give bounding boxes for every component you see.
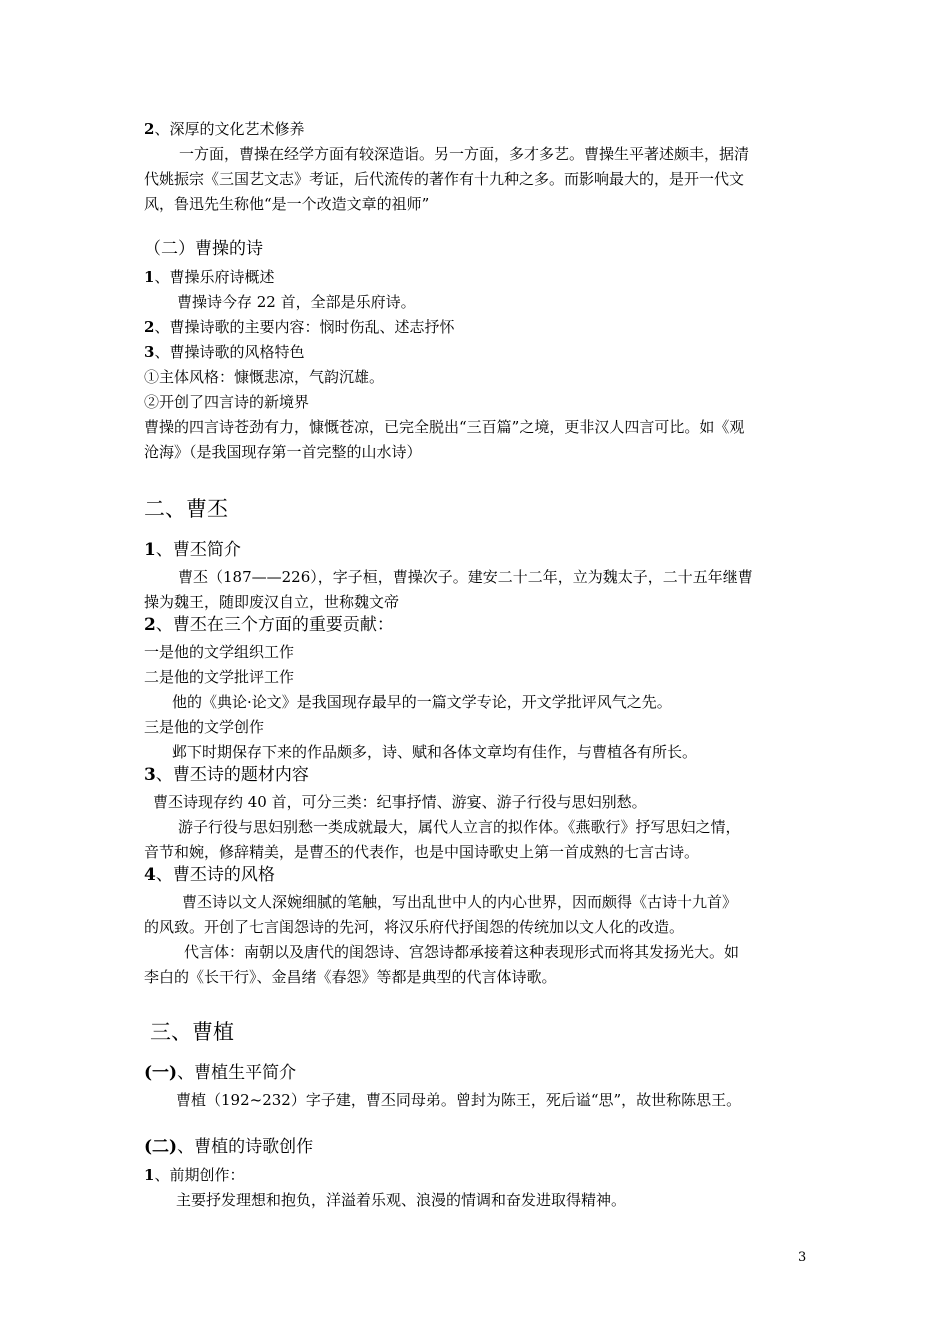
subsection-heading: 2、曹操诗歌的主要内容：悯时伤乱、述志抒怀 xyxy=(144,318,455,336)
chapter-heading: 三、曹植 xyxy=(150,1020,234,1044)
paragraph-line: 游子行役与思妇别愁一类成就最大，属代人立言的拟作体。《燕歌行》抒写思妇之情， xyxy=(178,818,741,836)
page-number: 3 xyxy=(798,1250,807,1265)
paragraph-line: 一方面，曹操在经学方面有较深造诣。另一方面，多才多艺。曹操生平著述颇丰，据清 xyxy=(179,145,750,163)
subsection-heading: 1、前期创作： xyxy=(144,1166,245,1184)
paragraph-line: 的风致。开创了七言闺怨诗的先河，将汉乐府代抒闺怨的传统加以文人化的改造。 xyxy=(144,918,685,936)
paragraph-line: 李白的《长干行》、金昌绪《春怨》等都是典型的代言体诗歌。 xyxy=(144,968,557,986)
paragraph-line: 曹植（192~232）字子建，曹丕同母弟。曾封为陈王，死后谥“思”，故世称陈思王。 xyxy=(176,1091,742,1109)
paragraph-line: 曹丕（187——226），字子桓，曹操次子。建安二十二年，立为魏太子，二十五年继曹 xyxy=(178,568,753,586)
paragraph-line: 邺下时期保存下来的作品颇多，诗、赋和各体文章均有佳作，与曹植各有所长。 xyxy=(172,743,698,761)
subsection-heading: 1、曹操乐府诗概述 xyxy=(144,268,275,286)
paragraph-line: 代姚振宗《三国艺文志》考证，后代流传的著作有十九种之多。而影响最大的，是开一代文 xyxy=(144,170,745,188)
paragraph-line: 曹操诗今存 22 首，全部是乐府诗。 xyxy=(177,293,416,311)
subsection-heading: 3、曹操诗歌的风格特色 xyxy=(144,343,305,361)
paragraph-line: 曹丕诗以文人深婉细腻的笔触，写出乱世中人的内心世界，因而颇得《古诗十九首》 xyxy=(182,893,738,911)
subsection-heading: 2、曹丕在三个方面的重要贡献： xyxy=(144,615,394,635)
paragraph-line: 曹操的四言诗苍劲有力，慷慨苍凉，已完全脱出“三百篇”之境，更非汉人四言可比。如《观 xyxy=(144,418,745,436)
subsection-heading: (一)、曹植生平简介 xyxy=(144,1063,297,1083)
paragraph-line: 音节和婉，修辞精美，是曹丕的代表作，也是中国诗歌史上第一首成熟的七言古诗。 xyxy=(144,843,700,861)
subsection-heading: (二)、曹植的诗歌创作 xyxy=(144,1137,314,1157)
paragraph-line: 风，鲁迅先生称他“是一个改造文章的祖师” xyxy=(144,195,430,213)
paragraph-line: 操为魏王，随即废汉自立，世称魏文帝 xyxy=(144,593,400,611)
paragraph-line: 曹丕诗现存约 40 首，可分三类：纪事抒情、游宴、游子行役与思妇别愁。 xyxy=(153,793,647,811)
chapter-heading: 二、曹丕 xyxy=(144,497,228,521)
paragraph-line: 沧海》（是我国现存第一首完整的山水诗） xyxy=(144,443,422,461)
list-item: ②开创了四言诗的新境界 xyxy=(144,393,310,411)
paragraph-line: 他的《典论·论文》是我国现存最早的一篇文学专论，开文学批评风气之先。 xyxy=(172,693,672,711)
subsection-heading: 4、曹丕诗的风格 xyxy=(144,865,275,885)
paragraph-line: 代言体：南朝以及唐代的闺怨诗、宫怨诗都承接着这种表现形式而将其发扬光大。如 xyxy=(184,943,740,961)
section-heading: （二）曹操的诗 xyxy=(144,239,263,259)
subsection-heading: 1、曹丕简介 xyxy=(144,540,241,560)
list-item: 一是他的文学组织工作 xyxy=(144,643,295,661)
list-item: ①主体风格：慷慨悲凉，气韵沉雄。 xyxy=(144,368,385,386)
subsection-heading: 2、深厚的文化艺术修养 xyxy=(144,120,305,138)
subsection-heading: 3、曹丕诗的题材内容 xyxy=(144,765,309,785)
list-item: 三是他的文学创作 xyxy=(144,718,265,736)
list-item: 二是他的文学批评工作 xyxy=(144,668,295,686)
paragraph-line: 主要抒发理想和抱负，洋溢着乐观、浪漫的情调和奋发进取得精神。 xyxy=(176,1191,627,1209)
